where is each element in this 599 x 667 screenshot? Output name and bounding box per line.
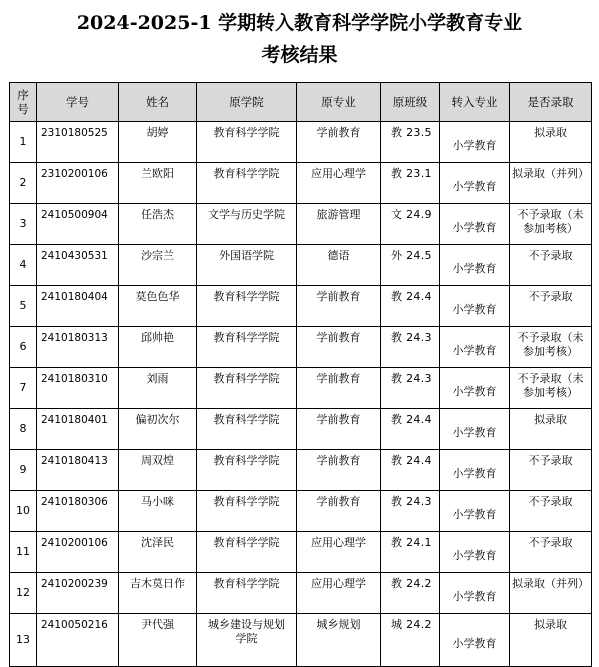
- cell-orig-class: 城 24.2: [381, 614, 440, 667]
- cell-admitted: 拟录取: [510, 122, 592, 163]
- document-subtitle: 考核结果: [261, 44, 338, 66]
- cell-orig-class: 教 24.3: [381, 327, 440, 368]
- document-title: 2024-2025-1 学期转入教育科学学院小学教育专业: [76, 12, 523, 34]
- cell-student-id: 2310180525: [37, 122, 119, 163]
- cell-name: 吉木莫日作: [119, 573, 197, 614]
- cell-orig-college: 教育科学学院: [197, 286, 297, 327]
- cell-name: 沈泽民: [119, 532, 197, 573]
- cell-transfer-major: 小学教育: [440, 450, 510, 491]
- cell-orig-major: 学前教育: [297, 368, 381, 409]
- cell-student-id: 2410050216: [37, 614, 119, 667]
- cell-transfer-major: 小学教育: [440, 409, 510, 450]
- cell-admitted: 不予录取（未 参加考核）: [510, 204, 592, 245]
- cell-student-id: 2410200239: [37, 573, 119, 614]
- table-row: [10, 614, 592, 667]
- cell-seq: 8: [10, 409, 37, 450]
- cell-orig-major: 应用心理学: [297, 532, 381, 573]
- cell-orig-class: 教 24.4: [381, 286, 440, 327]
- cell-name: 胡婷: [119, 122, 197, 163]
- cell-orig-class: 教 24.3: [381, 368, 440, 409]
- header-orig-college: 原学院: [197, 83, 297, 122]
- cell-seq: 1: [10, 122, 37, 163]
- cell-orig-college: 教育科学学院: [197, 327, 297, 368]
- cell-orig-class: 教 24.1: [381, 532, 440, 573]
- cell-seq: 3: [10, 204, 37, 245]
- cell-seq: 12: [10, 573, 37, 614]
- cell-student-id: 2410180313: [37, 327, 119, 368]
- cell-transfer-major: 小学教育: [440, 204, 510, 245]
- header-seq: 序 号: [10, 83, 37, 122]
- cell-admitted: 不予录取: [510, 491, 592, 532]
- header-orig-class: 原班级: [381, 83, 440, 122]
- cell-transfer-major: 小学教育: [440, 163, 510, 204]
- cell-orig-college: 外国语学院: [197, 245, 297, 286]
- header-student-id: 学号: [37, 83, 119, 122]
- cell-orig-major: 学前教育: [297, 327, 381, 368]
- cell-orig-major: 学前教育: [297, 122, 381, 163]
- cell-seq: 2: [10, 163, 37, 204]
- cell-name: 周双煌: [119, 450, 197, 491]
- cell-transfer-major: 小学教育: [440, 368, 510, 409]
- table-row: [10, 245, 592, 286]
- cell-seq: 10: [10, 491, 37, 532]
- results-table: [9, 82, 592, 667]
- cell-name: 邱帅艳: [119, 327, 197, 368]
- cell-seq: 6: [10, 327, 37, 368]
- cell-orig-college: 教育科学学院: [197, 573, 297, 614]
- cell-orig-major: 城乡规划: [297, 614, 381, 667]
- cell-name: 沙宗兰: [119, 245, 197, 286]
- cell-student-id: 2410180306: [37, 491, 119, 532]
- header-name: 姓名: [119, 83, 197, 122]
- cell-transfer-major: 小学教育: [440, 122, 510, 163]
- table-header-row: [10, 83, 592, 122]
- table-row: [10, 491, 592, 532]
- cell-orig-class: 教 23.1: [381, 163, 440, 204]
- cell-student-id: 2410180413: [37, 450, 119, 491]
- cell-admitted: 不予录取: [510, 286, 592, 327]
- table-row: [10, 368, 592, 409]
- cell-orig-college: 教育科学学院: [197, 163, 297, 204]
- cell-orig-major: 学前教育: [297, 491, 381, 532]
- cell-transfer-major: 小学教育: [440, 491, 510, 532]
- cell-orig-college: 教育科学学院: [197, 532, 297, 573]
- table-row: [10, 573, 592, 614]
- cell-orig-college: 文学与历史学院: [197, 204, 297, 245]
- cell-orig-college: 教育科学学院: [197, 368, 297, 409]
- cell-seq: 4: [10, 245, 37, 286]
- cell-seq: 13: [10, 614, 37, 667]
- cell-orig-class: 外 24.5: [381, 245, 440, 286]
- cell-admitted: 拟录取（并列）: [510, 163, 592, 204]
- cell-admitted: 拟录取: [510, 409, 592, 450]
- cell-name: 偏初次尔: [119, 409, 197, 450]
- cell-orig-class: 教 24.4: [381, 409, 440, 450]
- cell-orig-major: 德语: [297, 245, 381, 286]
- cell-orig-major: 旅游管理: [297, 204, 381, 245]
- cell-transfer-major: 小学教育: [440, 286, 510, 327]
- cell-orig-major: 学前教育: [297, 450, 381, 491]
- cell-student-id: 2410180404: [37, 286, 119, 327]
- table-row: [10, 286, 592, 327]
- cell-name: 兰欧阳: [119, 163, 197, 204]
- cell-transfer-major: 小学教育: [440, 614, 510, 667]
- cell-orig-college: 教育科学学院: [197, 491, 297, 532]
- table-row: [10, 409, 592, 450]
- cell-orig-major: 学前教育: [297, 286, 381, 327]
- cell-orig-major: 学前教育: [297, 409, 381, 450]
- table-body: [10, 122, 592, 667]
- cell-orig-class: 教 24.3: [381, 491, 440, 532]
- cell-orig-major: 应用心理学: [297, 573, 381, 614]
- cell-seq: 11: [10, 532, 37, 573]
- table-row: [10, 122, 592, 163]
- cell-orig-college: 教育科学学院: [197, 409, 297, 450]
- table-row: [10, 450, 592, 491]
- cell-admitted: 不予录取: [510, 245, 592, 286]
- cell-student-id: 2410180401: [37, 409, 119, 450]
- cell-name: 任浩杰: [119, 204, 197, 245]
- cell-student-id: 2410500904: [37, 204, 119, 245]
- cell-orig-college: 教育科学学院: [197, 122, 297, 163]
- cell-orig-college: 教育科学学院: [197, 450, 297, 491]
- header-transfer-major: 转入专业: [440, 83, 510, 122]
- cell-admitted: 拟录取（并列）: [510, 573, 592, 614]
- cell-student-id: 2410200106: [37, 532, 119, 573]
- cell-transfer-major: 小学教育: [440, 573, 510, 614]
- cell-seq: 7: [10, 368, 37, 409]
- table-row: [10, 327, 592, 368]
- table-row: [10, 163, 592, 204]
- cell-orig-class: 教 24.2: [381, 573, 440, 614]
- cell-transfer-major: 小学教育: [440, 327, 510, 368]
- cell-orig-college: 城乡建设与规划 学院: [197, 614, 297, 667]
- cell-transfer-major: 小学教育: [440, 245, 510, 286]
- header-orig-major: 原专业: [297, 83, 381, 122]
- cell-orig-class: 教 23.5: [381, 122, 440, 163]
- cell-student-id: 2410430531: [37, 245, 119, 286]
- cell-name: 莫色色华: [119, 286, 197, 327]
- cell-student-id: 2310200106: [37, 163, 119, 204]
- cell-orig-class: 文 24.9: [381, 204, 440, 245]
- cell-transfer-major: 小学教育: [440, 532, 510, 573]
- cell-admitted: 不予录取: [510, 450, 592, 491]
- cell-seq: 9: [10, 450, 37, 491]
- cell-orig-class: 教 24.4: [381, 450, 440, 491]
- cell-name: 尹代强: [119, 614, 197, 667]
- header-admitted: 是否录取: [510, 83, 592, 122]
- cell-name: 刘雨: [119, 368, 197, 409]
- table-row: [10, 532, 592, 573]
- table-row: [10, 204, 592, 245]
- cell-admitted: 拟录取: [510, 614, 592, 667]
- cell-student-id: 2410180310: [37, 368, 119, 409]
- cell-name: 马小咪: [119, 491, 197, 532]
- cell-admitted: 不予录取（未 参加考核）: [510, 368, 592, 409]
- cell-seq: 5: [10, 286, 37, 327]
- cell-orig-major: 应用心理学: [297, 163, 381, 204]
- cell-admitted: 不予录取（未 参加考核）: [510, 327, 592, 368]
- cell-admitted: 不予录取: [510, 532, 592, 573]
